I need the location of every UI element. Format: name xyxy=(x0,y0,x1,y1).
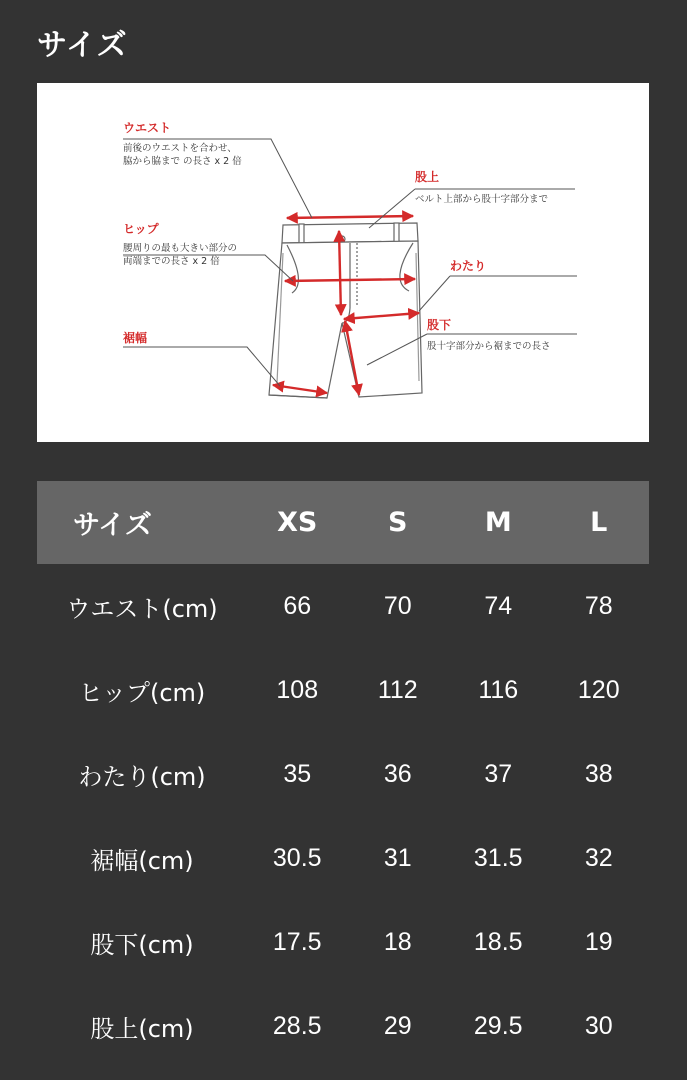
header-size-label: サイズ xyxy=(37,481,247,564)
header-size-l: L xyxy=(549,481,650,564)
inseam-label: 股下 xyxy=(427,318,452,332)
cell-value: 19 xyxy=(584,927,613,956)
waist-arrow xyxy=(287,216,413,218)
cell-value: 35 xyxy=(283,759,312,788)
row-label: ウエスト(cm) xyxy=(66,594,218,623)
rise-desc: ベルト上部から股十字部分まで xyxy=(415,194,549,205)
cell-value: 18.5 xyxy=(473,927,523,956)
cell-value: 70 xyxy=(383,591,412,620)
cell-value: 30.5 xyxy=(272,843,322,872)
shorts-measurement-illustration xyxy=(37,83,649,442)
row-label: 股上(cm) xyxy=(90,1014,194,1043)
thigh-label: わたり xyxy=(450,259,487,273)
cell-value: 32 xyxy=(584,843,613,872)
cell-value: 18 xyxy=(383,927,412,956)
shorts-outline xyxy=(269,223,422,398)
row-label: ヒップ(cm) xyxy=(78,678,206,707)
hem-label: 裾幅 xyxy=(123,331,148,345)
inseam-desc: 股十字部分から裾までの長さ xyxy=(427,341,551,352)
cell-value: 78 xyxy=(584,591,613,620)
waist-desc-1: 前後のウエストを合わせ、 xyxy=(123,143,237,154)
table-row xyxy=(37,900,649,984)
table-row xyxy=(37,984,649,1068)
cell-value: 112 xyxy=(377,675,418,704)
hip-desc-2: 両端までの長さ x 2 倍 xyxy=(123,256,220,267)
cell-value: 30 xyxy=(584,1011,613,1040)
header-size-xs: XS xyxy=(247,481,348,564)
waist-desc-2: 脇から脇まで の長さ x 2 倍 xyxy=(123,156,242,167)
waist-label: ウエスト xyxy=(123,121,172,135)
row-label: わたり(cm) xyxy=(78,762,206,791)
row-label: 股下(cm) xyxy=(90,930,194,959)
cell-value: 31 xyxy=(383,843,412,872)
size-guide-diagram xyxy=(37,83,649,442)
table-row xyxy=(37,564,649,648)
cell-value: 108 xyxy=(276,675,319,704)
cell-value: 66 xyxy=(283,591,312,620)
size-chart-table xyxy=(37,481,649,1068)
header-size-s: S xyxy=(348,481,449,564)
cell-value: 29 xyxy=(383,1011,412,1040)
table-header-row xyxy=(37,481,649,564)
page-title: サイズ xyxy=(37,28,128,63)
hip-desc-1: 腰周りの最も大きい部分の xyxy=(123,243,238,254)
cell-value: 38 xyxy=(584,759,613,788)
cell-value: 31.5 xyxy=(473,843,523,872)
row-label: 裾幅(cm) xyxy=(90,846,194,875)
cell-value: 120 xyxy=(577,675,620,704)
cell-value: 28.5 xyxy=(272,1011,322,1040)
cell-value: 29.5 xyxy=(473,1011,523,1040)
cell-value: 74 xyxy=(484,591,513,620)
cell-value: 36 xyxy=(383,759,412,788)
cell-value: 17.5 xyxy=(272,927,322,956)
cell-value: 116 xyxy=(478,675,519,704)
rise-label: 股上 xyxy=(415,170,440,184)
hip-label: ヒップ xyxy=(123,222,159,236)
cell-value: 37 xyxy=(484,759,513,788)
table-row xyxy=(37,732,649,816)
table-row xyxy=(37,816,649,900)
table-row xyxy=(37,648,649,732)
header-size-m: M xyxy=(448,481,549,564)
